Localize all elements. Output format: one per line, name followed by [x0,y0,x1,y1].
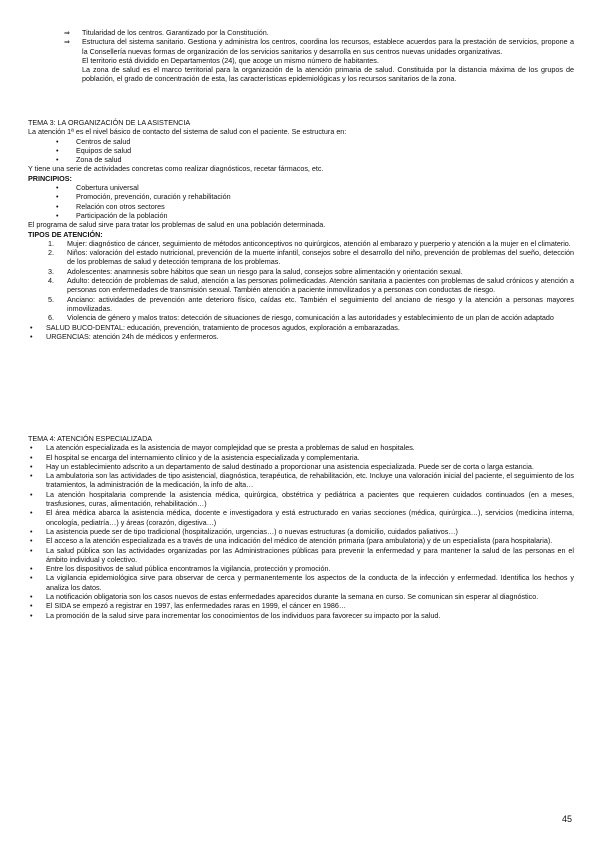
list-item: • Zona de salud [56,155,574,164]
arrow-icon: ⇒ [64,28,71,37]
arrow-text: Titularidad de los centros. Garantizado por la Constitución. [82,28,269,37]
list-item: • Relación con otros sectores [56,202,574,211]
paragraph: El territorio está dividido en Departamentos (24), que acoge un mismo número de habitantes. [82,55,379,65]
list-item: • Entre los dispositivos de salud pública encontramos la vigilancia, protección y promoción. [28,564,574,573]
item-text: Violencia de género y malos tratos: detección de situaciones de riesgo, comunicación a las autoridades y establecimiento de un plan de acción adaptado [67,313,554,323]
list-item: • Cobertura universal [56,183,574,192]
arrow-text: Estructura del sistema sanitario. Gestiona y administra los centros, coordina los recursos, establece acuerdos para la prestación de servicios, propone a la Consellería nuevas formas de organización de los servicios sanitarios y desarrolla en sus centros nuevas unidades organizativas. [82,37,574,56]
item-text: Anciano: actividades de prevención ante deterioro físico, caídas etc. También el seguimiento del anciano de riesgo y la atención a personas mayores inmovilizadas. [67,294,574,313]
list-item: • SALUD BUCO-DENTAL: educación, prevención, tratamiento de procesos agudos, exploración a embarazadas. [28,323,574,332]
item-number: 4. [48,276,54,286]
list-item: • Participación de la población [56,211,574,220]
paragraph: El programa de salud sirve para tratar los problemas de salud en una población determinada. [28,220,326,230]
paragraph: La atención 1ª es el nivel básico de contacto del sistema de salud con el paciente. Se estructura en: [28,127,347,137]
item-number: 2. [48,248,54,258]
subheading: TIPOS DE ATENCIÓN: [28,229,103,239]
list-item: • La promoción de la salud sirve para incrementar los conocimientos de los individuos para favorecer su impacto por la salud. [28,611,574,620]
list-item: • URGENCIAS: atención 24h de médicos y enfermeros. [28,332,574,341]
list-item [48,248,574,267]
item-number: 3. [48,266,54,276]
list-item: • El acceso a la atención especializada es a través de una indicación del médico de atención primaria (para ambulatoria) y de un especialista (para hospitalaria). [28,536,574,545]
list-item: • La atención especializada es la asistencia de mayor complejidad que se presta a problemas de salud en hospitales. [28,443,574,452]
section-title: TEMA 3: LA ORGANIZACIÓN DE LA ASISTENCIA [28,118,191,127]
list-item: • Promoción, prevención, curación y rehabilitación [56,192,574,201]
paragraph: La zona de salud es el marco territorial para la organización de la atención primaria de salud. Constituida por la distancia máxima de los grupos de población, el grado de concentración de esta, las características epidemiológicas y los recursos sanitarios de la zona. [82,65,574,84]
extra-list [28,323,574,342]
arrow-item [64,37,574,56]
list-item [48,313,574,322]
item-text: Mujer: diagnóstico de cáncer, seguimiento de métodos anticonceptivos no quirúrgicos, atención al embarazo y puerperio y atención a la mujer en el climaterio. [67,238,571,248]
list-item: • Equipos de salud [56,146,574,155]
list-item: • Hay un establecimiento adscrito a un departamento de salud destinado a proporcionar una asistencia especializada. Puede ser de corta o larga estancia. [28,462,574,471]
page-number: 45 [561,814,572,824]
list-item: • La atención hospitalaria comprende la asistencia médica, quirúrgica, obstétrica y pediátrica a pacientes que requieren cuidados continuados (en a meses, trasfusiones, curas, alimentación, rehabilitación…) [28,490,574,509]
structure-list [28,137,574,165]
list-item: • Centros de salud [56,137,574,146]
subheading: PRINCIPIOS: [28,173,72,183]
tema3-section [28,118,574,341]
list-item [48,267,574,276]
list-item: • La notificación obligatoria son los casos nuevos de estas enfermedades aparecidos durante la semana en curso. Se comunican sin esperar al diagnóstico. [28,592,574,601]
arrow-item [64,28,574,37]
top-arrow-section [64,28,574,84]
list-item [48,295,574,314]
tema4-section [28,434,574,620]
arrow-icon: ⇒ [64,37,71,47]
item-number: 1. [48,238,54,248]
list-item: • La salud pública son las actividades organizadas por las Administraciones públicas para prevenir la enfermedad y para mantener la salud de las personas en el ámbito individual y colectivo. [28,546,574,565]
item-text: Adulto: detección de problemas de salud, atención a las personas polimedicadas. Atención sanitaria a pacientes con problemas de salud crónicos y atención a personas con enfermedades de transmisión sexual. También atención a paciente inmovilizados y a personas con conductas de riesgo. [67,276,574,295]
item-number: 6. [48,313,54,323]
list-item [48,239,574,248]
item-number: 5. [48,294,54,304]
item-text: Niños: valoración del estado nutricional, prevención de la muerte infantil, consejos sobre el desarrollo del niño, prevención de problemas del sueño, detección de los problemas de salud y detección temprana de los problemas. [67,248,574,267]
list-item: • La vigilancia epidemiológica sirve para observar de cerca y permanentemente los aspectos de la conducta de la infección y enfermedad. Identifica los hechos y analiza los datos. [28,573,574,592]
list-item: • El hospital se encarga del internamiento clínico y de la asistencia especializada y complementaria. [28,453,574,462]
tema4-list [28,443,574,620]
paragraph: Y tiene una serie de actividades concretas como realizar diagnósticos, recetar fármacos, etc. [28,164,324,174]
list-item: • El área médica abarca la asistencia médica, docente e investigadora y está estructurado en varias secciones (médica, quirúrgica…), servicios (medicina interna, oncología, pediatría…) y áreas (corazón, digestiva…) [28,508,574,527]
list-item: • El SIDA se empezó a registrar en 1997, las enfermedades raras en 1999, el cáncer en 1986… [28,601,574,610]
principles-list [28,183,574,220]
list-item: • La ambulatoria son las actividades de tipo asistencial, diagnóstica, terapéutica, de rehabilitación, etc. Incluye una valoración inicial del paciente, el seguimiento de los tratamientos, la administración de la medicación, la info de alta… [28,471,574,490]
section-title: TEMA 4: ATENCIÓN ESPECIALIZADA [28,434,153,443]
list-item [48,276,574,295]
types-list [28,239,574,323]
item-text: Adolescentes: anamnesis sobre hábitos que sean un riesgo para la salud, consejos sobre alimentación y orientación sexual. [67,266,463,276]
list-item: • La asistencia puede ser de tipo tradicional (hospitalización, urgencias…) o nuevas estructuras (a domicilio, cuidados paliativos…) [28,527,574,536]
